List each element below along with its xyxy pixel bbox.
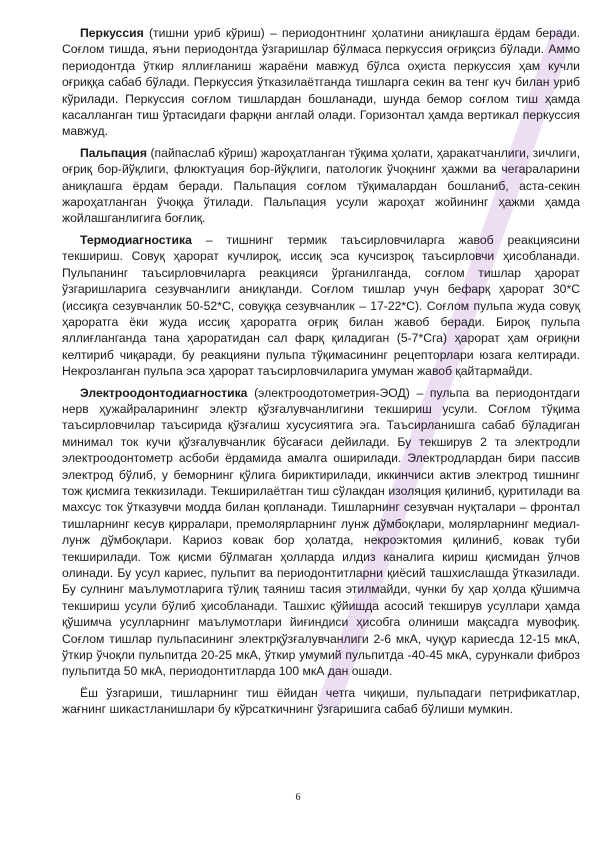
paragraph-age-changes bbox=[62, 685, 580, 718]
term-thermodiagnostics: Термодиагностика bbox=[80, 232, 192, 247]
term-palpation: Пальпация bbox=[80, 145, 148, 160]
body-text bbox=[62, 25, 580, 723]
term-percussion: Перкуссия bbox=[80, 26, 144, 40]
paragraph-thermodiagnostics-text: – тишнинг термик таъсирловчиларга жавоб реакциясини текшириш. Совуқ ҳарорат кучлироқ, иссиқ эса кучсизроқ таъсирловчи ҳисобланади. Пульпанинг таъсирловчиларга реакцияси ўрганилганда, соғлом тишлар ҳарорат ўзгаришларига сезувчанлиги аниқланди. Соғлом тишлар учун бефарқ ҳарорат 30*С (иссиқга сезувчанлик 50-52*С, совуққа сезувчанлик – 17-22*С). Соғлом пульпа жуда совуқ ҳароратга ёки жуда иссиқ ҳароратга оғриқ билан жавоб беради. Бироқ пульпа яллиғланганда тана ҳароратидан сал фарқ қиладиган (5-7*Сга) ҳарорат ҳам оғриқни келтириб чиқаради, бу реакцияни пульпа тўқимасининг рецепторлари юзага келтиради. Некрозланган пульпа эса ҳарорат таъсирловчиларига умуман жавоб қайтармайди. bbox=[62, 232, 580, 379]
paragraph-electroodontodiagnostics-text: (электроодотометрия-ЭОД) – пульпа ва периодонтдаги нерв ҳужайраларининг электр қўзғалувчанлигини текшириш усули. Соғлом тўқима таъсирловчилар таъсирида қўзғалиш хусусиятига эга. Таъсирланишга сабаб бўладиган минимал ток кучи қўзғалувчанлик бўсағаси дейилади. Бу текширув 2 та электродли электроодонтометр асбоби ёрдамида амалга оширилади. Электродлардан бири пассив электрод бўлиб, у беморнинг қўлига бириктирилади, иккинчиси актив электрод тишнинг тож қисмига теккизилади. Текширилаётган тиш сўлакдан изоляция қилиниб, қуритилади ва махсус ток ўтказувчи модда билан қопланади. Тишларнинг сезувчан нуқталари – фронтал тишларнинг кесув қирралари, премолярларнинг лунж дўмбоқлари, молярларнинг медиал-лунж дўмбоқлари. Кариоз ковак бор ҳолатда, некроэктомия қилиниб, ковак туби текширилади. Тож қисми бўлмаган ҳолларда илдиз каналига кириш қисмидан ўлчов олинади. Бу усул кариес, пульпит ва периодонтитларни қиёсий ташхислашда ўтказилади. Бу сулнинг маълумотларига тўлиқ таяниш тасия этилмайди, чунки бу ҳар ҳолда қўшимча текшириш усули бўлиб ҳисобланади. Ташхис қўйишда асосий текширув усуллари ҳамда қўшимча усулларнинг маълумотлари йиғиндиси ҳисобга олиниши мақсадга мувофиқ. Соғлом тишлар пульпасининг электрқўзғалувчанлиги 2-6 мкА, чуқур кариесда 12-15 мкА, ўткир ўчоқли пульпитда 20-25 мкА, ўткир умумий пульпитда -40-45 мкА, сурункали фиброз пульпитда 50 мкА, периодонтитларда 100 мкА дан ошади. bbox=[62, 385, 580, 679]
paragraph-electroodontodiagnostics bbox=[62, 385, 580, 680]
term-electroodontodiagnostics: Электроодонтодиагностика bbox=[80, 385, 248, 400]
paragraph-percussion bbox=[62, 25, 580, 140]
paragraph-palpation bbox=[62, 145, 580, 227]
paragraph-age-changes-text: Ёш ўзгариши, тишларнинг тиш ёйидан четга чиқиши, пульпадаги петрификатлар, жағнинг шикастланишлари бу кўрсаткичнинг ўзгаришига сабаб бўлиши мумкин. bbox=[62, 685, 580, 717]
paragraph-palpation-text: (пайпаслаб кўриш) жароҳатланган тўқима ҳолати, ҳаракатчанлиги, зичлиги, оғриқ бор-йўқлиги, флюктуация бор-йўқлиги, патологик ўчоқнинг ҳажми ва чегараларини аниқлашга ёрдам беради. Пальпация соғлом тўқималардан бошланиб, аста-секин жароҳатланган ўчоққа ўтилади. Пальпация усули жароҳат жойининг ҳажми ҳамда жойлашганлигига боғлиқ. bbox=[62, 145, 580, 226]
paragraph-thermodiagnostics bbox=[62, 232, 580, 380]
paragraph-percussion-text: (тишни уриб кўриш) – периодонтнинг ҳолатини аниқлашга ёрдам беради. Соғлом тишда, яъни периодонтда ўзгаришлар бўлмаса перкуссия оғриқсиз бўлади. Аммо периодонтда ўткир яллиғланиш жараёни мавжуд бўлса оҳиста перкуссия ҳам кучли оғриққа сабаб бўлади. Перкуссия ўтказилаётганда тишларга секин ва тенг куч билан уриб кўрилади. Перкуссия соғлом тишлардан бошланади, шунда бемор соғлом тиш ҳамда касалланган тиш ўртасидаги фарқни англай олади. Горизонтал ҳамда вертикал перкуссия мавжуд. bbox=[62, 26, 580, 139]
page-number: 6 bbox=[295, 792, 301, 803]
